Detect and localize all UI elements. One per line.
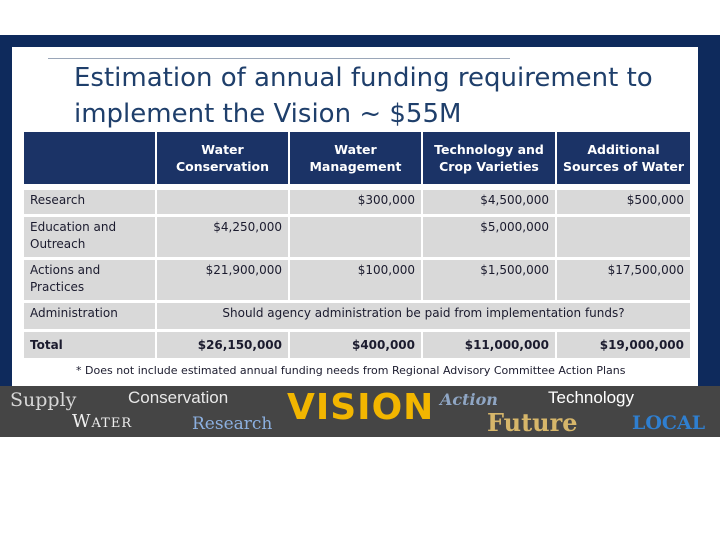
table-cell: $26,150,000 xyxy=(156,331,289,359)
table-cell: $4,500,000 xyxy=(422,187,556,216)
table-row-education-outreach xyxy=(24,216,690,259)
slide-title: Estimation of annual funding requirement to implement the Vision ~ $55M xyxy=(74,63,653,129)
table-cell: $4,250,000 xyxy=(156,216,289,259)
table-cell: $5,000,000 xyxy=(422,216,556,259)
table-row-research xyxy=(24,187,690,216)
row-label: Total xyxy=(24,331,156,359)
banner-word-conservation: Conservation xyxy=(128,388,229,407)
table-cell: $1,500,000 xyxy=(422,259,556,302)
header-technology-crop-varieties: Technology and Crop Varieties xyxy=(422,132,556,187)
table-cell xyxy=(156,187,289,216)
banner-word-future: Future xyxy=(487,408,578,437)
row-label: Education and Outreach xyxy=(24,216,156,259)
table-cell: $100,000 xyxy=(289,259,422,302)
table-cell: $500,000 xyxy=(556,187,690,216)
table-header-row xyxy=(24,132,690,187)
row-label: Administration xyxy=(24,302,156,331)
row-label: Research xyxy=(24,187,156,216)
table-cell: $17,500,000 xyxy=(556,259,690,302)
table-cell: $11,000,000 xyxy=(422,331,556,359)
table-row-administration xyxy=(24,302,690,331)
banner-word-action: Action xyxy=(440,390,498,409)
banner-word-vision: VISION xyxy=(287,387,435,428)
row-label: Actions and Practices xyxy=(24,259,156,302)
administration-note: Should agency administration be paid from implementation funds? xyxy=(156,302,690,331)
banner-word-water: Water xyxy=(72,411,133,432)
table-cell: $19,000,000 xyxy=(556,331,690,359)
table-cell xyxy=(289,216,422,259)
header-corner xyxy=(24,132,156,187)
header-additional-sources: Additional Sources of Water xyxy=(556,132,690,187)
title-divider xyxy=(48,58,510,59)
table-cell: $300,000 xyxy=(289,187,422,216)
table-cell: $400,000 xyxy=(289,331,422,359)
banner-word-research: Research xyxy=(192,414,273,434)
vision-word-banner xyxy=(0,386,720,437)
footnote: * Does not include estimated annual funding needs from Regional Advisory Committee Action Plans xyxy=(76,364,626,377)
funding-table xyxy=(24,132,690,358)
banner-word-local: LOCAL xyxy=(632,412,706,434)
banner-word-supply: Supply xyxy=(10,389,77,411)
table-row-actions-practices xyxy=(24,259,690,302)
banner-word-technology: Technology xyxy=(548,388,635,407)
table-cell: $21,900,000 xyxy=(156,259,289,302)
table-cell xyxy=(556,216,690,259)
header-water-management: Water Management xyxy=(289,132,422,187)
header-water-conservation: Water Conservation xyxy=(156,132,289,187)
table-row-total xyxy=(24,331,690,359)
